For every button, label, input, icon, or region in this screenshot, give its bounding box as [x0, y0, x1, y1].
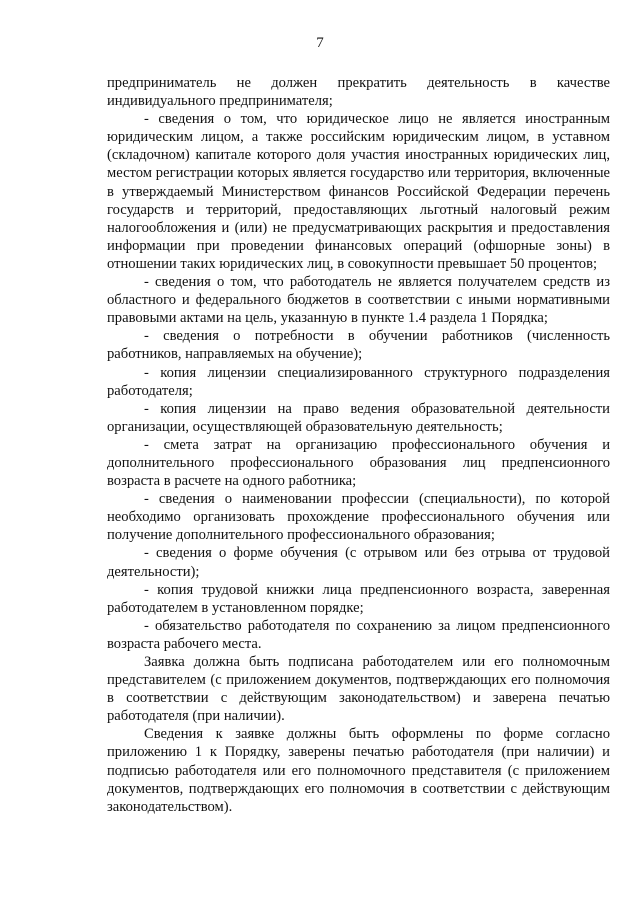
list-item: - обязательство работодателя по сохранению за лицом предпенсионного возраста рабочего места.	[107, 617, 610, 652]
paragraph: Сведения к заявке должны быть оформлены по форме согласно приложению 1 к Порядку, заверены печатью работодателя (при наличии) и подписью работодателя или его полномочного представителя (с приложением документов, подтверждающих его полномочия в соответствии с действующим законодательством).	[107, 726, 610, 815]
list-item: - сведения о том, что работодатель не является получателем средств из областного и федерального бюджетов в соответствии с иными нормативными правовыми актами на цель, указанную в пункте 1.4 раздела 1 Порядка;	[107, 274, 610, 327]
paragraph: Заявка должна быть подписана работодателем или его полномочным представителем (с приложением документов, подтверждающих его полномочия в соответствии с действующим законодательством) и заверена печатью работодателя (при наличии).	[107, 654, 610, 725]
list-item: - смета затрат на организацию профессионального обучения и дополнительного профессионального образования лиц предпенсионного возраста в расчете на одного работника;	[107, 436, 610, 490]
page-number: 7	[316, 35, 324, 51]
list-item: - сведения о том, что юридическое лицо не является иностранным юридическим лицом, а также российским юридическим лицом, в уставном (складочном) капитале которого доля участия иностранных юридических лиц, местом регистрации которых является государство или территория, включенные в утверждаемый Министерством финансов Российской Федерации перечень государств и территорий, предоставляющих льготный налоговый режим налогообложения и (или) не предусматривающих раскрытия и предоставления информации при проведении финансовых операций (офшорные зоны) в отношении таких юридических лиц, в совокупности превышает 50 процентов;	[107, 111, 610, 272]
list-item: - сведения о потребности в обучении работников (численность работников, направляемых на обучение);	[107, 328, 610, 363]
list-item: - копия лицензии на право ведения образовательной деятельности организации, осуществляющей образовательную деятельность;	[107, 400, 610, 435]
document-body	[107, 74, 610, 816]
paragraph: предприниматель не должен прекратить деятельность в качестве индивидуального предпринимателя;	[107, 75, 610, 110]
list-item: - копия лицензии специализированного структурного подразделения работодателя;	[107, 364, 610, 399]
list-item: - копия трудовой книжки лица предпенсионного возраста, заверенная работодателем в установленном порядке;	[107, 581, 610, 616]
list-item: - сведения о наименовании профессии (специальности), по которой необходимо организовать прохождение профессионального обучения или получение дополнительного профессионального образования;	[107, 491, 610, 544]
list-item: - сведения о форме обучения (с отрывом или без отрыва от трудовой деятельности);	[107, 545, 610, 580]
